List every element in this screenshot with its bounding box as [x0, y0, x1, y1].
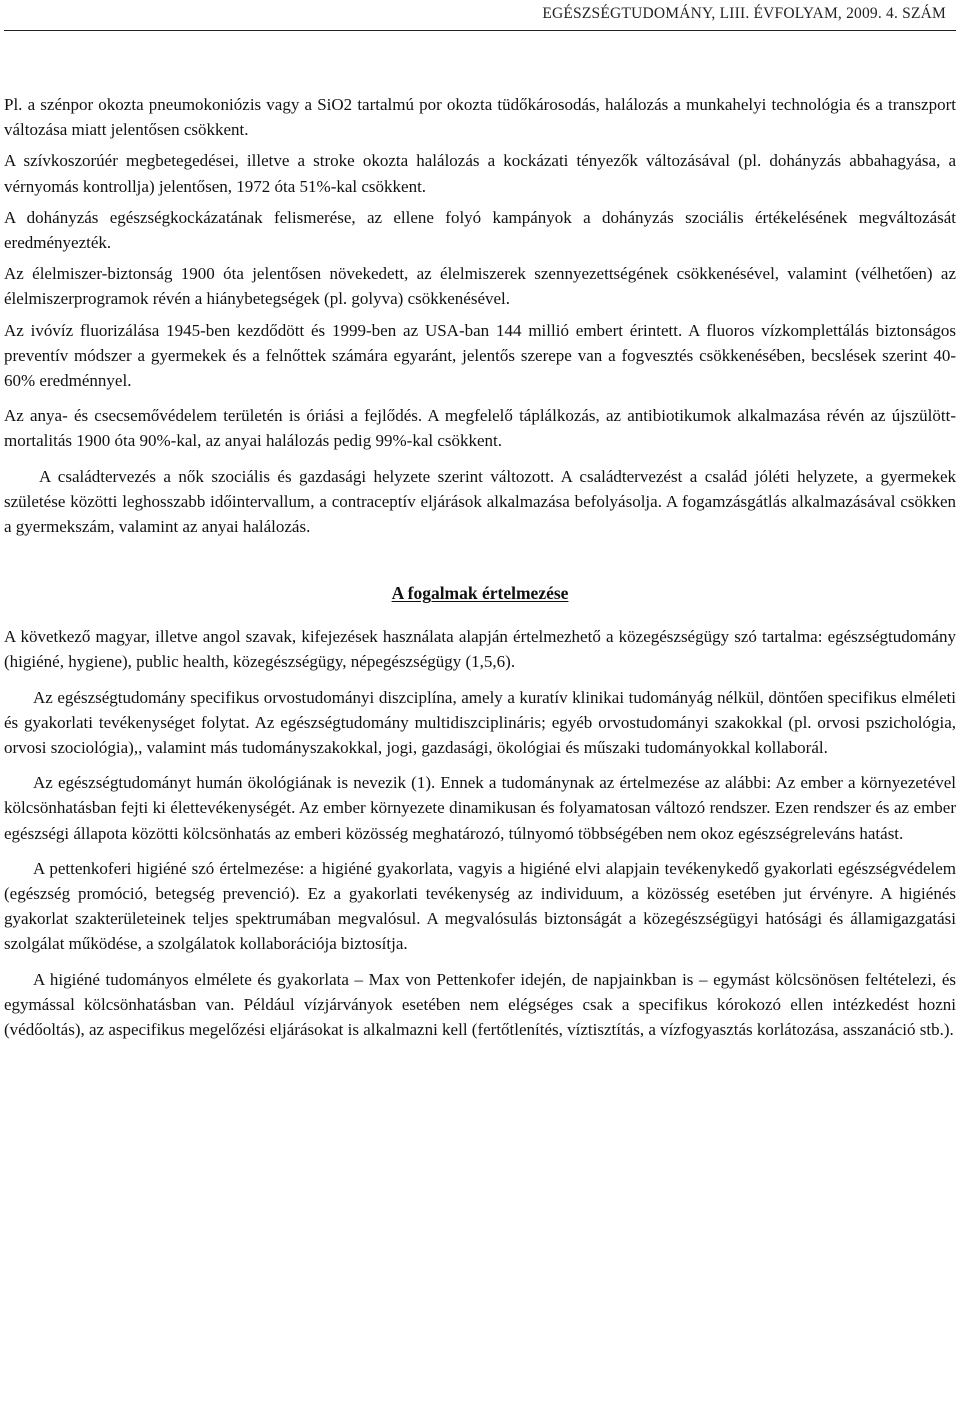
paragraph-definitions: A következő magyar, illetve angol szavak, kifejezések használata alapján értelmezhető a közegészségügy szó tartalma: egészségtudomány (higiéné, hygiene), public health, közegészségügy, népegészségügy (1,5,6). — [4, 627, 956, 672]
paragraph-food-safety: Az élelmiszer-biztonság 1900 óta jelentősen növekedett, az élelmiszerek szennyezettségének csökkenésével, valamint (vélhetően) az élelmiszerprogramok révén a hiánybetegségek (pl. golyva) csökkenésével. — [4, 264, 956, 309]
paragraph-pettenkofer-hygiene: A pettenkoferi higiéné szó értelmezése: a higiéné gyakorlata, vagyis a higiéné elvi alapjain tevékenykedő gyakorlati egészségvédelem (egészség promóció, betegség prevenció). Ez a gyakorlati tevékenység az individuum, a közösség esetében jut érvényre. A higiénés gyakorlat szakterületeinek teljes spektrumában megvalósul. A megvalósulás biztonságát a közegészségügyi hatósági és államigazgatási szolgálat működése, a szolgálatok kollaborációja biztosítja. — [4, 858, 956, 954]
header-rule — [4, 30, 956, 31]
paragraph-coronary: A szívkoszorúér megbetegedései, illetve a stroke okozta halálozás a kockázati tényezők változásával (pl. dohányzás abbahagyása, a vérnyomás kontrollja) jelentősen, 1972 óta 51%-kal csökkent. — [4, 151, 956, 196]
paragraph-maternal: Az anya- és csecsemővédelem területén is óriási a fejlődés. A megfelelő táplálkozás, az antibiotikumok alkalmazása révén az újszülött-mortalitás 1900 óta 90%-kal, az anyai halálozás pedig 99%-kal csökkent. — [4, 406, 956, 451]
paragraph-human-ecology: Az egészségtudományt humán ökológiának is nevezik (1). Ennek a tudománynak az értelmezése az alábbi: Az ember a környezetével kölcsönhatásban fejti ki élettevékenységét. Az ember környezete dinamikusan és folyamatosan változó rendszer. Ezen rendszer és az ember egészségi állapota közötti kölcsönhatás az emberi közösség meghatározó, túlnyomó többségében nem okoz egészségreleváns hatást. — [4, 773, 956, 843]
paragraph-fluoridation: Az ivóvíz fluorizálása 1945-ben kezdődött és 1999-ben az USA-ban 144 millió embert érintett. A fluoros vízkomplettálás biztonságos preventív módszer a gyermekek és a felnőttek számára egyaránt, jelentős szerepe van a fogvesztés csökkenésében, becslések szerint 40-60% eredménnyel. — [4, 320, 956, 391]
running-header: EGÉSZSÉGTUDOMÁNY, LIII. ÉVFOLYAM, 2009. 4. SZÁM — [542, 5, 946, 22]
paragraph-family-planning: A családtervezés a nők szociális és gazdasági helyzete szerint változott. A családtervezést a család jóléti helyzete, a gyermekek születése közötti leghosszabb időintervallum, a contraceptív eljárások alkalmazása befolyásolja. A fogamzásgátlás alkalmazásával csökken a gyermekszám, valamint az anyai halálozás. — [4, 466, 956, 537]
paragraph-pneumoconiosis: Pl. a szénpor okozta pneumokoniózis vagy a SiO2 tartalmú por okozta tüdőkárosodás, halálozás a munkahelyi technológia és a transzport változása miatt jelentősen csökkent. — [4, 95, 956, 140]
page-content — [4, 92, 956, 1042]
section-title: A fogalmak értelmezése — [391, 583, 569, 604]
paragraph-health-science: Az egészségtudomány specifikus orvostudományi diszciplína, amely a kuratív klinikai tudományág nélkül, döntően specifikus elméleti és gyakorlati tevékenységet folytat. Az egészségtudomány multidiszciplináris; egyéb orvostudományi szakokkal (pl. orvosi pszichológia, orvosi szociológia),, valamint más tudományszakokkal, jogi, gazdasági, ökológiai és műszaki tudományokkal kollaborál. — [4, 687, 956, 758]
paragraph-smoking: A dohányzás egészségkockázatának felismerése, az ellene folyó kampányok a dohányzás szociális értékelésének megváltozását eredményezték. — [4, 207, 956, 253]
paragraph-theory-practice: A higiéné tudományos elmélete és gyakorlata – Max von Pettenkofer idején, de napjainkban is – egymást kölcsönösen feltételezi, és egymással kölcsönhatásban van. Például vízjárványok esetében nem elégséges csak a specifikus kórokozó ellen intézkedést hozni (védőoltás), az aspecifikus megelőzési eljárásokat is alkalmazni kell (fertőtlenítés, víztisztítás, a vízfogyasztás korlátozása, asszanáció stb.). — [4, 969, 956, 1040]
